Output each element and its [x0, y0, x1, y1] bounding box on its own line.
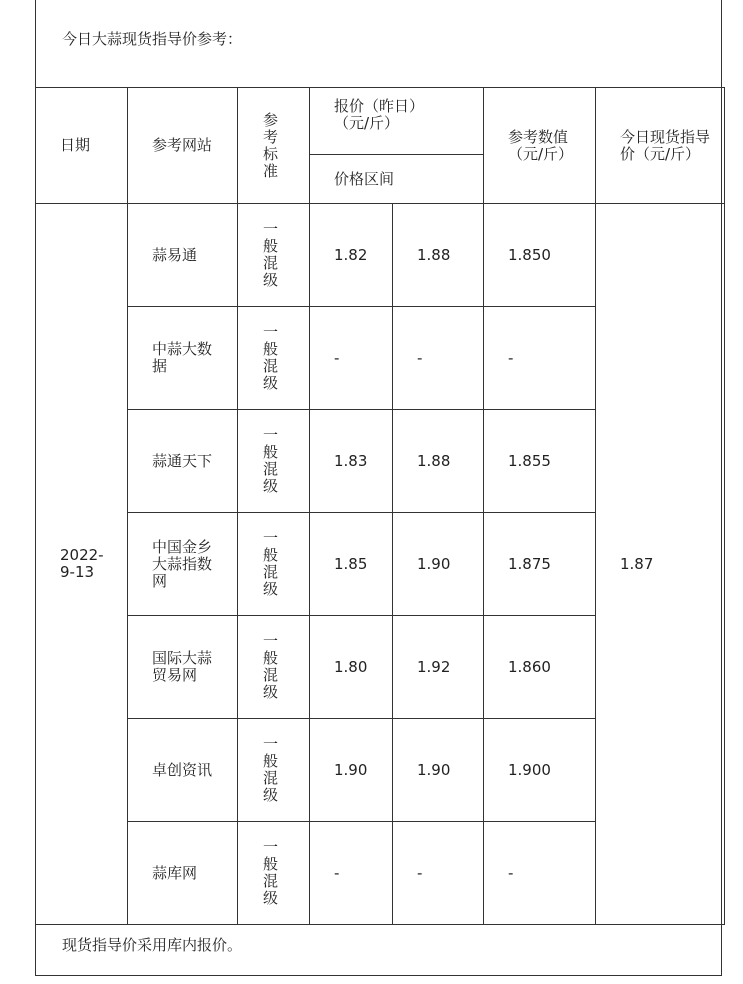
ref-value: 1.850 [484, 204, 596, 307]
site-cell [128, 616, 238, 719]
standard-cell [238, 719, 310, 822]
ref-value: 1.875 [484, 513, 596, 616]
low-price: - [310, 822, 393, 925]
price-reference-sheet [35, 0, 722, 976]
header-quote-cell [310, 88, 484, 155]
low-price: - [310, 307, 393, 410]
standard-cell [238, 204, 310, 307]
ref-value: - [484, 822, 596, 925]
site-name: 中蒜大数据 [152, 340, 213, 375]
standard-value: 一般混级 [263, 632, 279, 701]
standard-value: 一般混级 [263, 323, 279, 392]
intro-text: 今日大蒜现货指导价参考： [62, 30, 243, 48]
footer-row [36, 923, 721, 976]
header-row-1 [36, 88, 725, 155]
today-price: 1.87 [596, 204, 725, 925]
site-cell [128, 822, 238, 925]
site-cell [128, 204, 238, 307]
standard-value: 一般混级 [263, 220, 279, 289]
ref-value: 1.855 [484, 410, 596, 513]
site-cell [128, 307, 238, 410]
standard-value: 一般混级 [263, 838, 279, 907]
low-price: 1.83 [310, 410, 393, 513]
date-cell [36, 204, 128, 925]
header-site: 参考网站 [128, 88, 238, 204]
site-name: 卓创资讯 [152, 760, 213, 779]
site-cell [128, 719, 238, 822]
header-today-price: 今日现货指导价（元/斤） [620, 127, 711, 163]
intro-row [36, 0, 721, 88]
low-price: 1.85 [310, 513, 393, 616]
header-ref-value: 参考数值（元/斤） [508, 127, 574, 163]
ref-value: 1.860 [484, 616, 596, 719]
header-quote: 报价（昨日）（元/斤） [334, 97, 425, 132]
site-name: 中国金乡大蒜指数网 [152, 537, 213, 590]
site-name: 蒜通天下 [152, 451, 213, 470]
standard-value: 一般混级 [263, 735, 279, 804]
high-price: - [393, 307, 484, 410]
site-cell [128, 410, 238, 513]
standard-cell [238, 616, 310, 719]
header-standard: 参考标准 [263, 110, 279, 180]
high-price: - [393, 822, 484, 925]
header-ref-value-cell [484, 88, 596, 204]
low-price: 1.90 [310, 719, 393, 822]
high-price: 1.88 [393, 204, 484, 307]
high-price: 1.88 [393, 410, 484, 513]
standard-cell [238, 513, 310, 616]
site-name: 蒜库网 [152, 863, 198, 882]
ref-value: - [484, 307, 596, 410]
standard-cell [238, 307, 310, 410]
standard-value: 一般混级 [263, 426, 279, 495]
low-price: 1.80 [310, 616, 393, 719]
header-date: 日期 [36, 88, 128, 204]
header-today-price-cell [596, 88, 725, 204]
high-price: 1.90 [393, 513, 484, 616]
low-price: 1.82 [310, 204, 393, 307]
table-row [36, 204, 725, 307]
ref-value: 1.900 [484, 719, 596, 822]
price-table [35, 87, 725, 925]
standard-value: 一般混级 [263, 529, 279, 598]
site-name: 国际大蒜贸易网 [152, 649, 213, 684]
footer-note: 现货指导价采用库内报价。 [62, 936, 243, 954]
header-standard-cell [238, 88, 310, 204]
high-price: 1.90 [393, 719, 484, 822]
site-name: 蒜易通 [152, 245, 198, 264]
standard-cell [238, 410, 310, 513]
header-range: 价格区间 [310, 155, 484, 204]
high-price: 1.92 [393, 616, 484, 719]
site-cell [128, 513, 238, 616]
standard-cell [238, 822, 310, 925]
date-value: 2022-9-13 [60, 546, 104, 581]
